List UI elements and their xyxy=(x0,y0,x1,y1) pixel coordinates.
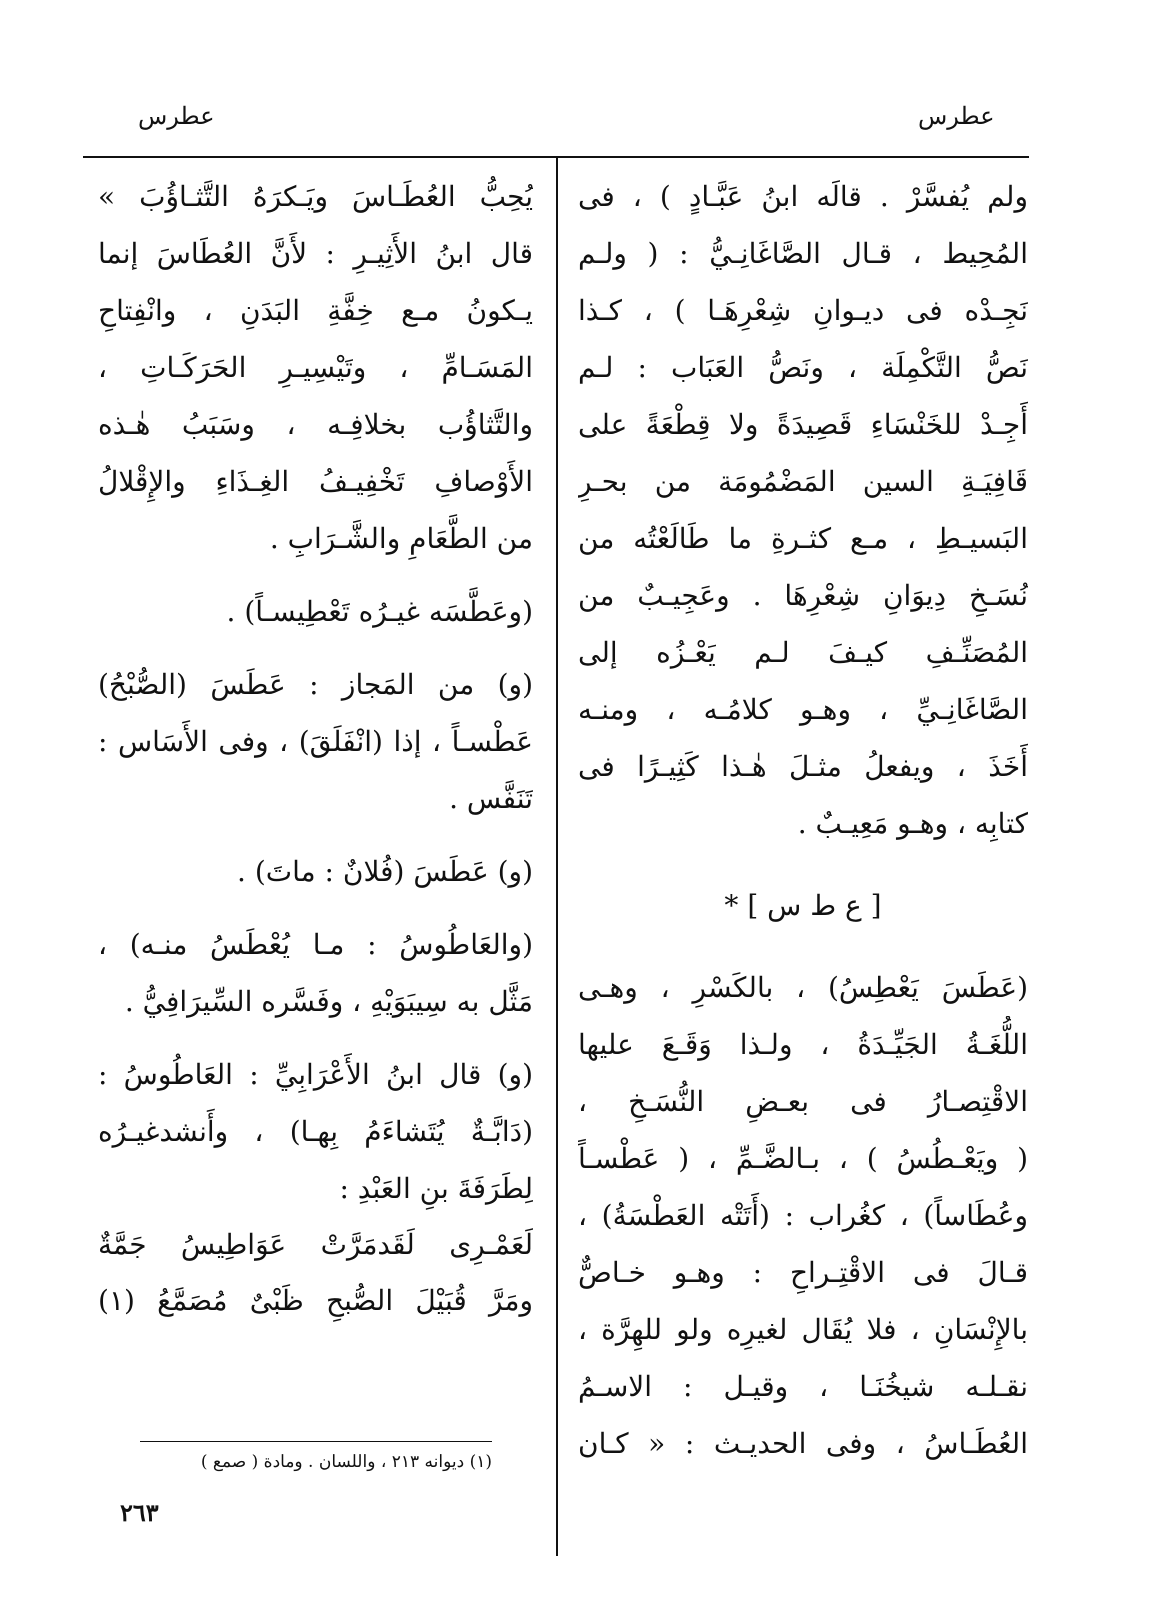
text-line: والتَّثاؤُب بخلافِـه ، وسَبَبُ هٰـذه xyxy=(98,408,533,441)
text-line: يـكونُ مـع خِفَّةِ البَدَنِ ، وانْفِتاحِ xyxy=(98,294,533,327)
right-column xyxy=(578,168,1028,1472)
text-line: الأَوْصافِ تَخْفِيـفُ الغِـذَاءِ والإِقْلالُ xyxy=(98,465,533,498)
text-line: (و) عَطَسَ (فُلانٌ : ماتَ) . xyxy=(237,855,533,888)
text-line: بالإِنْسَانِ ، فلا يُقَال لغيرِه ولو للهِرَّة ، xyxy=(578,1313,1028,1346)
text-line: (عَطَسَ يَعْطِسُ) ، بالكَسْرِ ، وهـى xyxy=(578,971,1028,1004)
verse-line: لَعَمْـرِى لَقَدمَرَّتْ عَوَاطِيسُ جَمَّةٌ xyxy=(98,1228,533,1261)
text-line: نُسَـخِ دِيوَانِ شِعْرِهَا . وعَجِيـبٌ من xyxy=(578,579,1028,612)
text-line: قال ابنُ الأَثِيـرِ : لأَنَّ العُطَاسَ إنما xyxy=(98,237,533,270)
text-line: تَنَفَّس . xyxy=(449,782,533,815)
text-line: نقـلـه شيخُنَـا ، وقيـل : الاسـمُ xyxy=(578,1370,1028,1403)
text-line: البَسيـطِ ، مـع كثـرةِ ما طَالَعْتُه من xyxy=(578,522,1028,555)
text-line: اللُّغَـةُ الجَيِّـدَةُ ، ولـذا وَقَـعَ عليها xyxy=(578,1028,1028,1061)
text-line: (و) قال ابنُ الأَعْرَابِيِّ : العَاطُوسُ : xyxy=(98,1058,533,1091)
text-line: أَجِـدْ للخَنْسَاءِ قَصِيدَةً ولا قِطْعَةً على xyxy=(578,408,1028,441)
text-line: كتابِه ، وهـو مَعِيـبٌ . xyxy=(797,807,1028,840)
text-line: من الطَّعَامِ والشَّـرَابِ . xyxy=(269,522,533,555)
text-line: (دَابَّـةٌ يُتَشاءَمُ بِهـا) ، وأَنشدغيـرُه xyxy=(98,1115,533,1148)
text-line: أَخَذَ ، ويفعلُ مثـلَ هٰـذا كَثِيـرًا فى xyxy=(578,750,1028,783)
text-line: المَسَـامِّ ، وتَيْسِيـرِ الحَرَكَـاتِ ، xyxy=(98,351,533,384)
text-line: الصَّاغَانِـيِّ ، وهـو كلامُـه ، ومنـه xyxy=(578,693,1028,726)
text-line: عَطْسـاً ، إذا (انْفَلَقَ) ، وفى الأَسَاس : xyxy=(98,725,533,758)
left-column xyxy=(98,168,533,1329)
footnote-rule xyxy=(140,1441,492,1442)
running-header-left: عطرس xyxy=(138,102,215,130)
text-line: وعُطَاساً) ، كغُراب : (أَتَتْه العَطْسَةُ) ، xyxy=(578,1199,1028,1232)
page-number: ٢٦٣ xyxy=(120,1498,159,1527)
text-line: ( ويَعْـطُسُ ) ، بـالضَّـمِّ ، ( عَطْسـاً xyxy=(578,1142,1028,1175)
text-line: المُحِيط ، قـال الصَّاغَانِـيُّ : ( ولـم xyxy=(578,237,1028,270)
text-line: قـالَ فى الاقْتِـراحِ : وهـو خـاصٌّ xyxy=(578,1256,1028,1289)
verse-line: ومَرَّ قُبَيْلَ الصُّبحِ ظَبْىٌ مُصَمَّعُ (١) xyxy=(98,1284,533,1317)
section-heading: [ ع ط س ] * xyxy=(724,889,882,922)
text-line: المُصَنِّـفِ كيـفَ لـم يَعْـزُه إلى xyxy=(578,636,1028,669)
text-line: يُحِبُّ العُطَـاسَ ويَـكرَهُ التَّثـاؤُبَ » xyxy=(98,180,533,213)
text-line: نَجِـدْه فى ديـوانِ شِعْرِهَـا ) ، كـذا xyxy=(578,294,1028,327)
text-line: الاقْتِصـارُ فى بعـضِ النُّسَـخِ ، xyxy=(578,1085,1028,1118)
running-header-right: عطرس xyxy=(918,102,995,130)
text-line: ولم يُفسَّرْ . قالَه ابنُ عَبَّـادٍ ) ، فى xyxy=(578,180,1028,213)
text-line: العُطَـاسُ ، وفى الحديـث : « كـان xyxy=(578,1427,1028,1460)
column-divider xyxy=(556,156,558,1556)
footnote: (١) ديوانه ٢١٣ ، واللسان . ومادة ( صمع ) xyxy=(200,1452,492,1472)
text-line: نَصُّ التَّكْمِلَة ، ونَصُّ العَبَاب : لـم xyxy=(578,351,1028,384)
text-line: (و) من المَجاز : عَطَسَ (الصُّبْحُ) xyxy=(98,668,533,701)
text-line: مَثَّل به سِيبَوَيْهِ ، وفَسَّره السِّيرَافِيُّ . xyxy=(124,985,533,1018)
text-line: (وعَطَّسَه غيـرُه تَعْطِيسـاً) . xyxy=(226,595,533,628)
text-line: قَافِيَـةِ السين المَضْمُومَة من بحـرِ xyxy=(578,465,1028,498)
text-line: (والعَاطُوسُ : مـا يُعْطَسُ منـه) ، xyxy=(98,928,533,961)
text-line: لِطَرَفَةَ بنِ العَبْدِ : xyxy=(339,1172,533,1205)
